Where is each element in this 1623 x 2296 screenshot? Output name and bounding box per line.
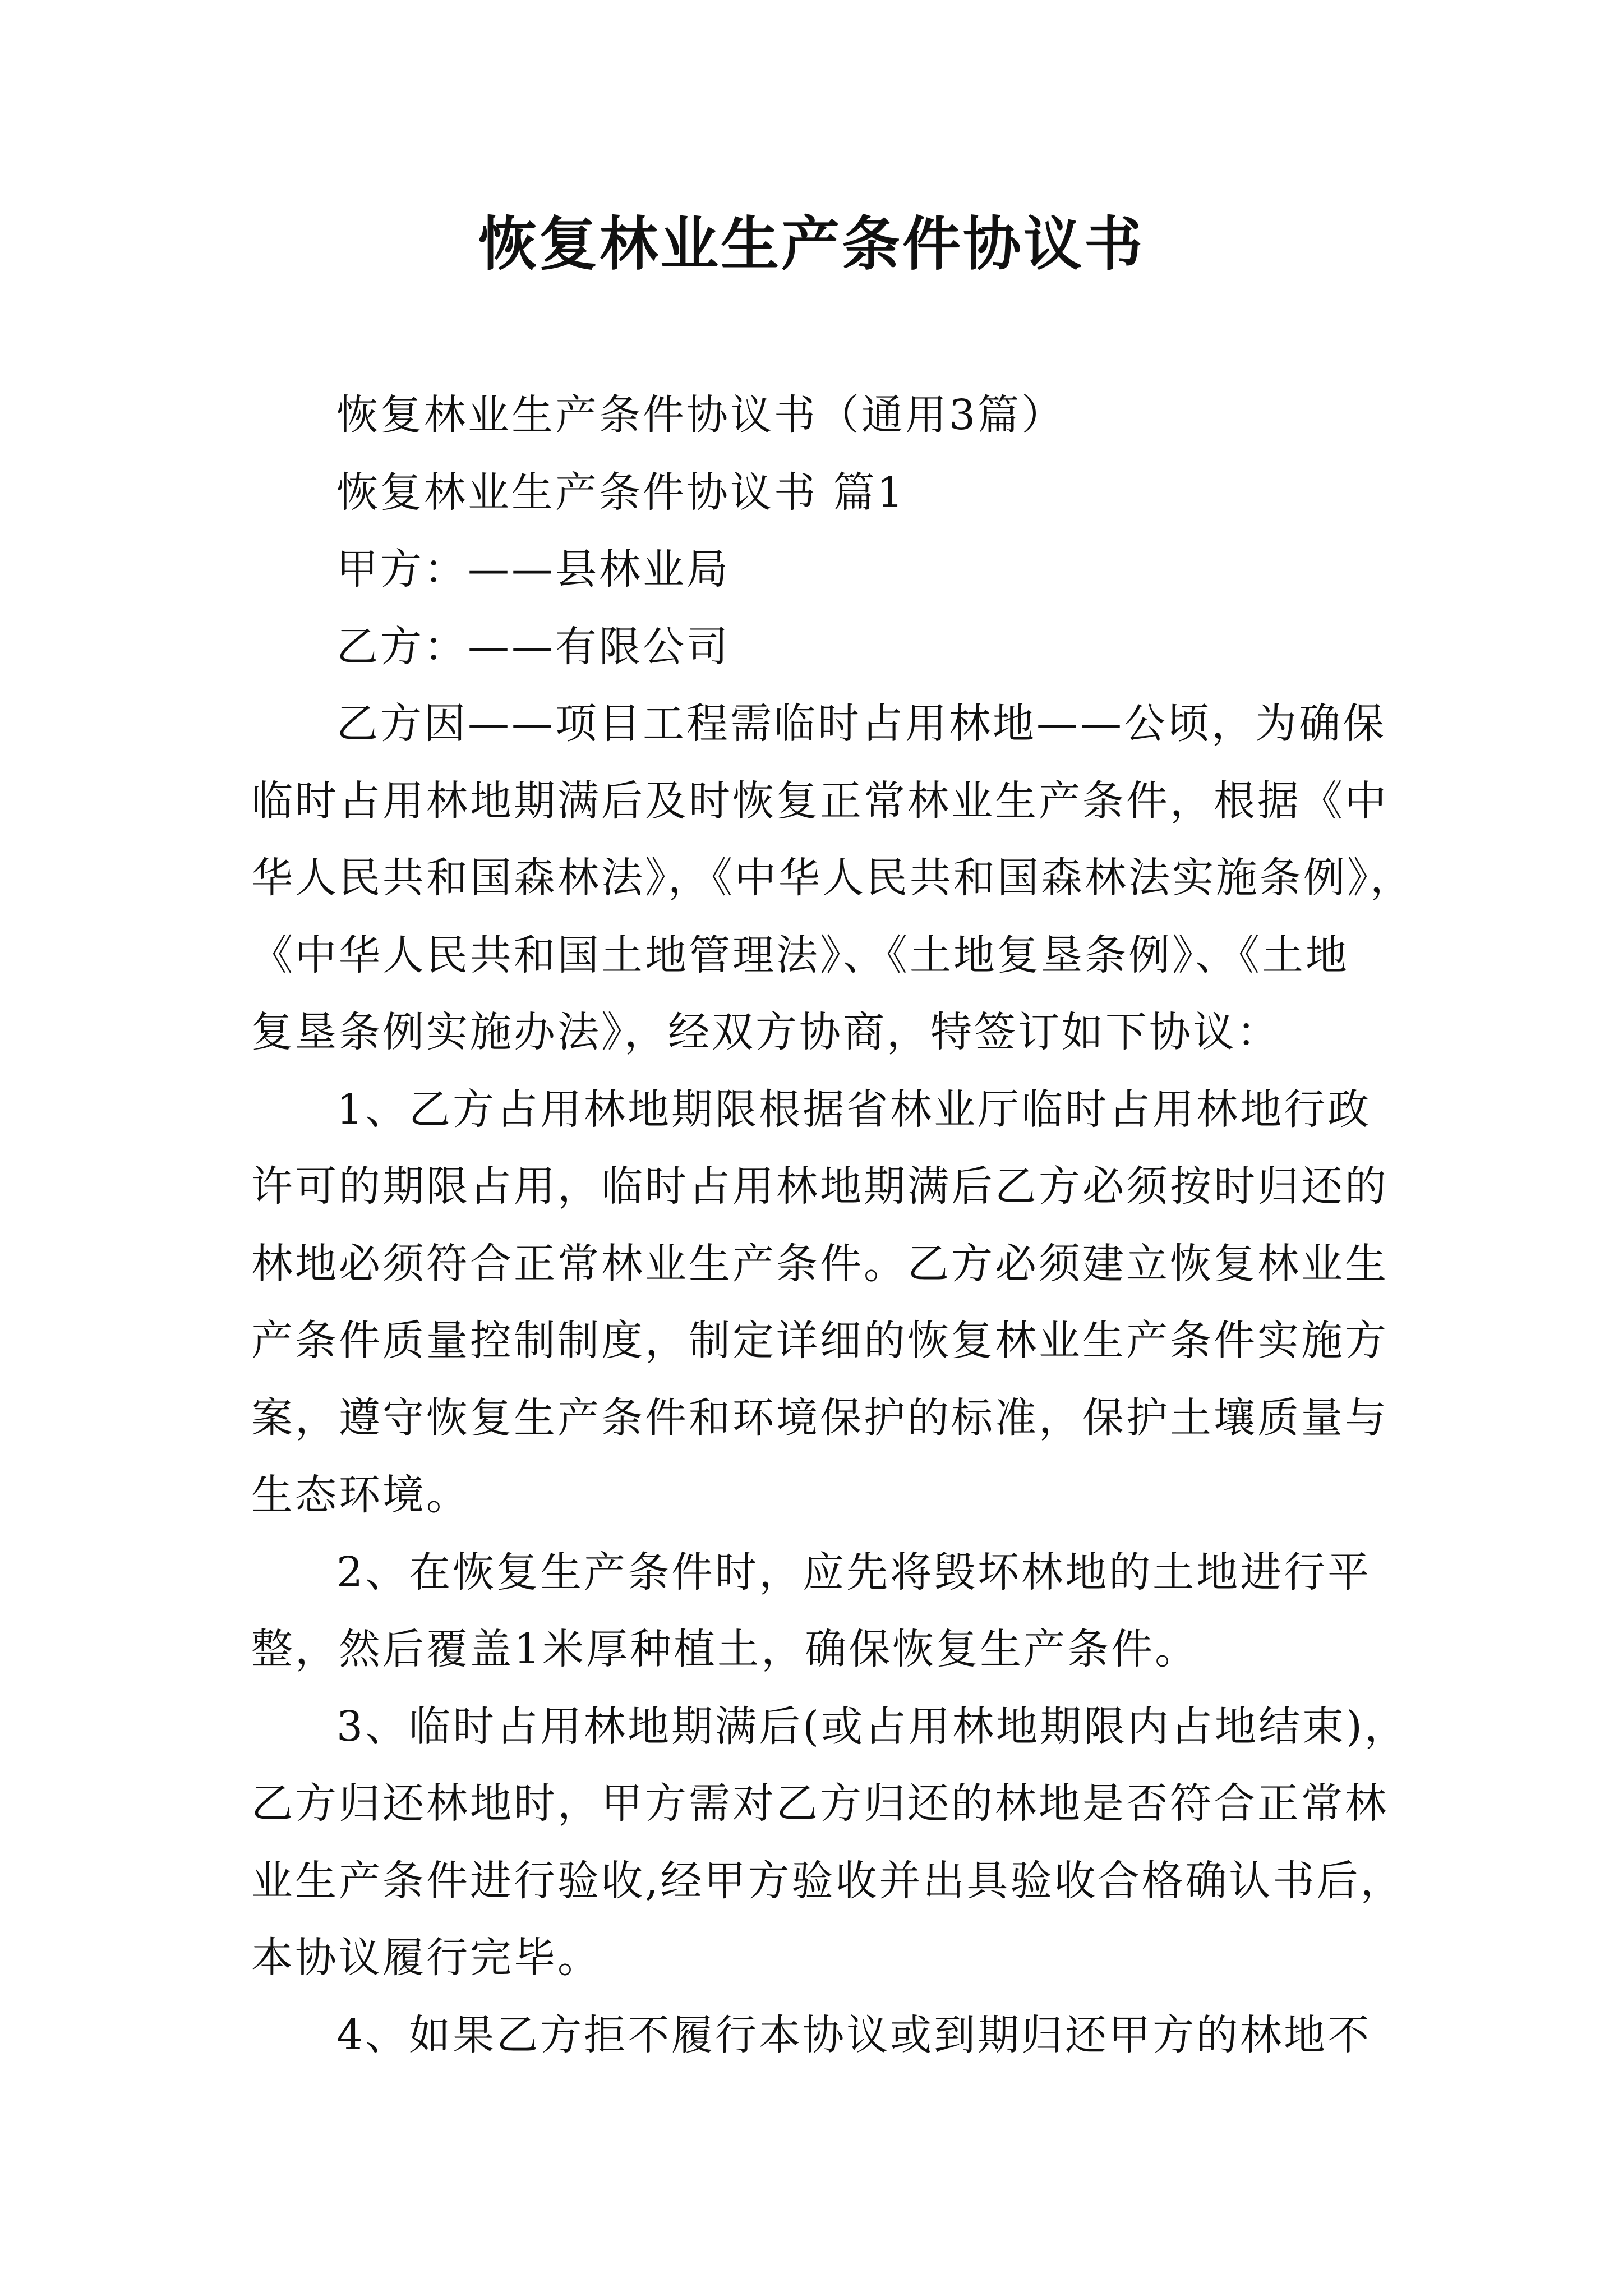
clause-3-line: 本协议履行完毕。 <box>251 1934 601 1982</box>
clause-3-line: 乙方归还林地时，甲方需对乙方归还的林地是否符合正常林 <box>251 1779 1389 1828</box>
document-subtitle: 恢复林业生产条件协议书（通用3篇） <box>336 391 1066 439</box>
intro-paragraph-line: 临时占用林地期满后及时恢复正常林业生产条件，根据《中 <box>251 777 1389 825</box>
clause-2-line: 整，然后覆盖1米厚种植土，确保恢复生产条件。 <box>251 1625 1199 1673</box>
clause-1-line: 林地必须符合正常林业生产条件。乙方必须建立恢复林业生 <box>251 1240 1389 1288</box>
clause-1-line: 1、乙方占用林地期限根据省林业厅临时占用林地行政 <box>336 1085 1372 1134</box>
intro-paragraph-line: 乙方因——项目工程需临时占用林地——公顷，为确保 <box>336 700 1386 748</box>
clause-1-line: 生态环境。 <box>251 1471 470 1519</box>
section-heading: 恢复林业生产条件协议书 篇1 <box>336 468 906 517</box>
clause-3-line: 3、临时占用林地期满后(或占用林地期限内占地结束)， <box>336 1703 1408 1751</box>
clause-1-line: 产条件质量控制制度，制定详细的恢复林业生产条件实施方 <box>251 1317 1389 1365</box>
document-title: 恢复林业生产条件协议书 <box>478 209 1145 278</box>
clause-1-line: 案，遵守恢复生产条件和环境保护的标准，保护土壤质量与 <box>251 1394 1389 1442</box>
party-b-line: 乙方：——有限公司 <box>336 623 730 671</box>
intro-paragraph-line: 复垦条例实施办法》，经双方协商，特签订如下协议： <box>251 1008 1280 1056</box>
clause-3-line: 业生产条件进行验收,经甲方验收并出具验收合格确认书后， <box>251 1857 1404 1905</box>
party-a-line: 甲方：——县林业局 <box>336 545 730 593</box>
intro-paragraph-line: 《中华人民共和国土地管理法》、《土地复垦条例》、《土地 <box>251 931 1349 979</box>
clause-1-line: 许可的期限占用，临时占用林地期满后乙方必须按时归还的 <box>251 1162 1389 1211</box>
clause-2-line: 2、在恢复生产条件时，应先将毁坏林地的土地进行平 <box>336 1548 1372 1596</box>
intro-paragraph-line: 华人民共和国森林法》，《中华人民共和国森林法实施条例》， <box>251 854 1414 902</box>
clause-4-line: 4、如果乙方拒不履行本协议或到期归还甲方的林地不 <box>336 2011 1372 2059</box>
